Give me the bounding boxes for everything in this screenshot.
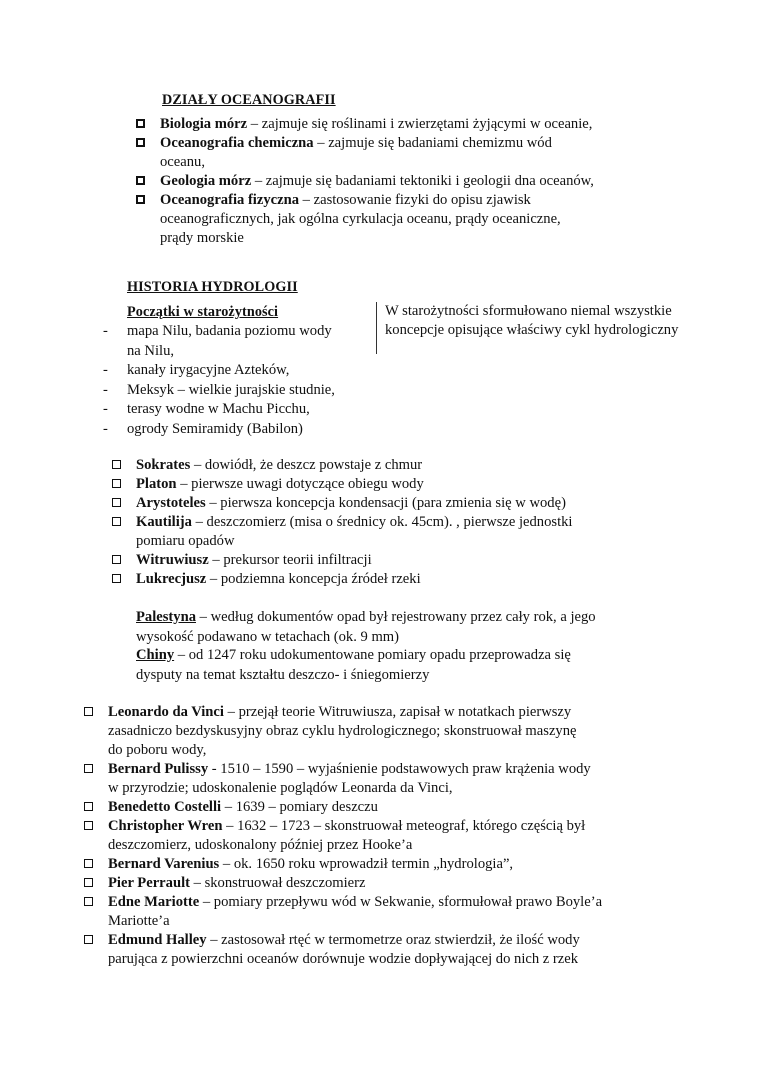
list-item [160, 115, 700, 134]
term: Edne Mariotte [108, 894, 200, 910]
description: – zastosowanie fizyki do opisu zjawisk [299, 192, 531, 208]
term: Sokrates [136, 457, 191, 473]
item-text: kanały irygacyjne Azteków, [127, 362, 290, 378]
term: Palestyna [136, 609, 196, 625]
checkbox-icon [84, 878, 93, 887]
checkbox-icon [112, 517, 121, 526]
description-cont: Mariotte’a [108, 913, 170, 929]
description-cont: w przyrodzie; udoskonalenie poglądów Leonarda da Vinci, [108, 780, 453, 796]
term: Chiny [136, 647, 175, 663]
checkbox-icon [136, 195, 145, 204]
description: – zajmuje się roślinami i zwierzętami żyjącymi w oceanie, [247, 116, 593, 132]
description: – podziemna koncepcja źródeł rzeki [206, 571, 421, 587]
item-text: terasy wodne w Machu Picchu, [127, 401, 310, 417]
term: Arystoteles [136, 495, 206, 511]
list-item [160, 172, 700, 191]
checkbox-icon [112, 555, 121, 564]
description: – 1632 – 1723 – skonstruował meteograf, którego częścią był [222, 818, 586, 834]
checkbox-icon [84, 802, 93, 811]
list-item [108, 893, 708, 931]
description: – pierwsze uwagi dotyczące obiegu wody [176, 476, 424, 492]
checkbox-icon [136, 138, 145, 147]
checkbox-icon [112, 574, 121, 583]
checkbox-icon [84, 897, 93, 906]
dash-marker: - [103, 362, 108, 378]
history-heading: HISTORIA HYDROLOGII [127, 279, 298, 295]
list-item [108, 874, 708, 893]
checkbox-icon [84, 935, 93, 944]
description: – ok. 1650 roku wprowadził termin „hydrologia”, [219, 856, 514, 872]
item-text: ogrody Semiramidy (Babilon) [127, 420, 303, 437]
checkbox-icon [84, 707, 93, 716]
list-item [136, 513, 696, 551]
term: Benedetto Costelli [108, 799, 222, 815]
side-note: W starożytności sformułowano niemal wszystkie koncepcje opisujące właściwy cykl hydrologiczny [376, 302, 685, 354]
list-item [136, 494, 696, 513]
description: – pierwsza koncepcja kondensacji (para zmienia się w wodę) [205, 495, 566, 511]
checkbox-icon [136, 119, 145, 128]
list-item [108, 798, 708, 817]
checkbox-icon [84, 764, 93, 773]
list-item [160, 134, 700, 172]
list-item [160, 191, 700, 248]
list-item [103, 420, 377, 440]
list-item [136, 475, 696, 494]
list-item [136, 456, 696, 475]
ancient-subheading: Początki w starożytności [127, 304, 279, 320]
list-item [108, 760, 708, 798]
description: – 1639 – pomiary deszczu [221, 799, 378, 815]
term: Leonardo da Vinci [108, 704, 224, 720]
description-cont: oceanu, [160, 154, 205, 170]
description-cont: wysokość podawano w tetachach (ok. 9 mm) [136, 628, 400, 645]
description-cont: oceanograficznych, jak ogólna cyrkulacja oceanu, prądy oceaniczne, [160, 211, 561, 227]
oceanography-list [160, 115, 700, 248]
dash-marker: - [103, 323, 108, 339]
list-item [103, 400, 377, 420]
palestine-paragraph [136, 608, 696, 647]
description: - 1510 – 1590 – wyjaśnienie podstawowych praw krążenia wody [208, 761, 591, 777]
term: Bernard Pulissy [108, 761, 209, 777]
item-text-cont: na Nilu, [127, 342, 175, 359]
term: Biologia mórz [160, 116, 248, 132]
description: – skonstruował deszczomierz [189, 875, 366, 891]
checkbox-icon [112, 498, 121, 507]
term: Witruwiusz [136, 552, 209, 568]
description-cont: prądy morskie [160, 230, 244, 246]
list-item [103, 322, 377, 361]
description: – pomiary przepływu wód w Sekwanie, sformułował prawo Boyle’a [199, 894, 603, 910]
description-cont: deszczomierz, udoskonalony później przez Hooke’a [108, 837, 413, 853]
description-cont: do poboru wody, [108, 742, 207, 758]
list-item [103, 381, 377, 401]
description-cont: pomiaru opadów [136, 533, 235, 549]
list-item [108, 855, 708, 874]
item-text: Meksyk – wielkie jurajskie studnie, [127, 381, 335, 398]
description: – deszczomierz (misa o średnicy ok. 45cm). , pierwsze jednostki [191, 514, 573, 530]
checkbox-icon [84, 821, 93, 830]
philosophers-list [136, 456, 696, 589]
list-item [108, 703, 708, 760]
term: Christopher Wren [108, 818, 223, 834]
description: – zajmuje się badaniami chemizmu wód [313, 135, 552, 151]
modern-list [108, 703, 708, 969]
description: – prekursor teorii infiltracji [208, 552, 372, 568]
china-paragraph [136, 646, 696, 685]
description: – przejął teorie Witruwiusza, zapisał w notatkach pierwszy [223, 704, 572, 720]
checkbox-icon [112, 460, 121, 469]
ancient-list [103, 322, 377, 439]
term: Platon [136, 476, 177, 492]
dash-marker: - [103, 420, 108, 437]
list-item [136, 551, 696, 570]
term: Oceanografia chemiczna [160, 135, 314, 151]
list-item [103, 361, 377, 381]
checkbox-icon [112, 479, 121, 488]
term: Geologia mórz [160, 173, 252, 189]
description-cont: dysputy na temat kształtu deszczo- i śniegomierzy [136, 666, 430, 683]
term: Oceanografia fizyczna [160, 192, 300, 208]
list-item [108, 817, 708, 855]
term: Kautilija [136, 514, 192, 530]
description: – zastosował rtęć w termometrze oraz stwierdził, że ilość wody [206, 932, 580, 948]
list-item [136, 570, 696, 589]
description: – według dokumentów opad był rejestrowany przez cały rok, a jego [196, 609, 596, 625]
description: – dowiódł, że deszcz powstaje z chmur [190, 457, 423, 473]
checkbox-icon [136, 176, 145, 185]
dash-marker: - [103, 401, 108, 417]
term: Lukrecjusz [136, 571, 207, 587]
description-cont: parująca z powierzchni oceanów dorównuje wodzie dopływającej do nich z rzek [108, 951, 579, 967]
list-item [108, 931, 708, 969]
oceanography-heading: DZIAŁY OCEANOGRAFII [162, 92, 336, 108]
description: – od 1247 roku udokumentowane pomiary opadu przeprowadza się [174, 647, 571, 663]
dash-marker: - [103, 381, 108, 398]
term: Pier Perrault [108, 875, 190, 891]
description-cont: zasadniczo bezdyskusyjny obraz cyklu hydrologicznego; skonstruował maszynę [108, 723, 577, 739]
term: Bernard Varenius [108, 856, 220, 872]
description: – zajmuje się badaniami tektoniki i geologii dna oceanów, [251, 173, 594, 189]
term: Edmund Halley [108, 932, 207, 948]
item-text: mapa Nilu, badania poziomu wody [127, 323, 332, 339]
checkbox-icon [84, 859, 93, 868]
